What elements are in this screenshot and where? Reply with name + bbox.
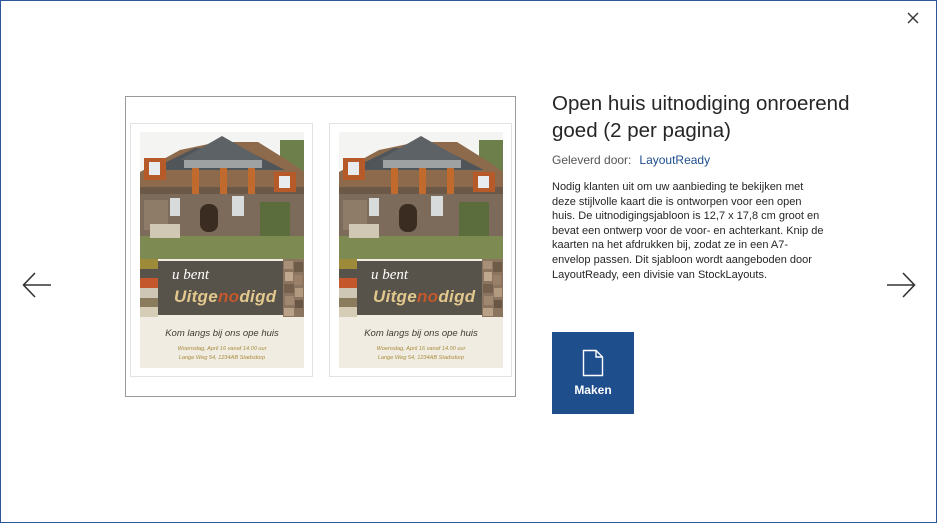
provider-info	[552, 152, 852, 168]
provider-label: Geleverd door:	[552, 153, 632, 167]
decorative-stripes	[339, 259, 357, 317]
create-button-label: Maken	[574, 383, 612, 397]
invitation-date: Woensdag, April 16 vanaf 14.00 uur	[177, 346, 267, 352]
invitation-banner	[357, 261, 482, 315]
stone-texture	[283, 259, 304, 317]
document-icon	[582, 349, 604, 377]
banner-prefix: u bent	[172, 267, 210, 283]
house-photo	[140, 132, 304, 259]
stone-texture	[482, 259, 503, 317]
template-preview	[125, 96, 516, 397]
provider-link[interactable]: LayoutReady	[639, 153, 711, 167]
create-button[interactable]	[552, 332, 634, 414]
arrow-left-icon	[22, 272, 52, 298]
invitation-banner	[158, 261, 283, 315]
previous-template-button[interactable]	[21, 269, 53, 301]
invitation-address: Lange Weg 54, 1234AB Stadsdorp	[377, 355, 465, 361]
invitation-card-preview	[329, 123, 512, 377]
banner-title: Uitgenodigd	[373, 287, 476, 306]
close-icon	[907, 12, 919, 24]
invitation-line: Kom langs bij ons ope huis	[364, 328, 478, 339]
invitation-date: Woensdag, April 16 vanaf 14.00 uur	[376, 346, 466, 352]
house-photo	[339, 132, 503, 259]
invitation-address: Lange Weg 54, 1234AB Stadsdorp	[178, 355, 266, 361]
invitation-line: Kom langs bij ons ope huis	[165, 328, 279, 339]
arrow-right-icon	[886, 272, 916, 298]
invitation-card-preview	[130, 123, 313, 377]
close-button[interactable]	[904, 9, 922, 27]
template-description: Nodig klanten uit om uw aanbieding te bekijken met deze stijlvolle kaart die is ontworpen voor een open huis. De uitnodigingsjabloon is 12,7 x 17,8 cm groot en bevat een ontwerp voor de voor- en achterkant. Knip de kaarten na het afdrukken bij, zodat ze in een A7-envelop passen. Dit sjabloon wordt aangeboden door LayoutReady, een divisie van StockLayouts.	[552, 181, 824, 281]
template-title: Open huis uitnodiging onroerend goed (2 per pagina)	[552, 92, 850, 142]
decorative-stripes	[140, 259, 158, 317]
template-details	[552, 90, 852, 282]
banner-title: Uitgenodigd	[174, 287, 277, 306]
next-template-button[interactable]	[885, 269, 917, 301]
banner-prefix: u bent	[371, 267, 409, 283]
